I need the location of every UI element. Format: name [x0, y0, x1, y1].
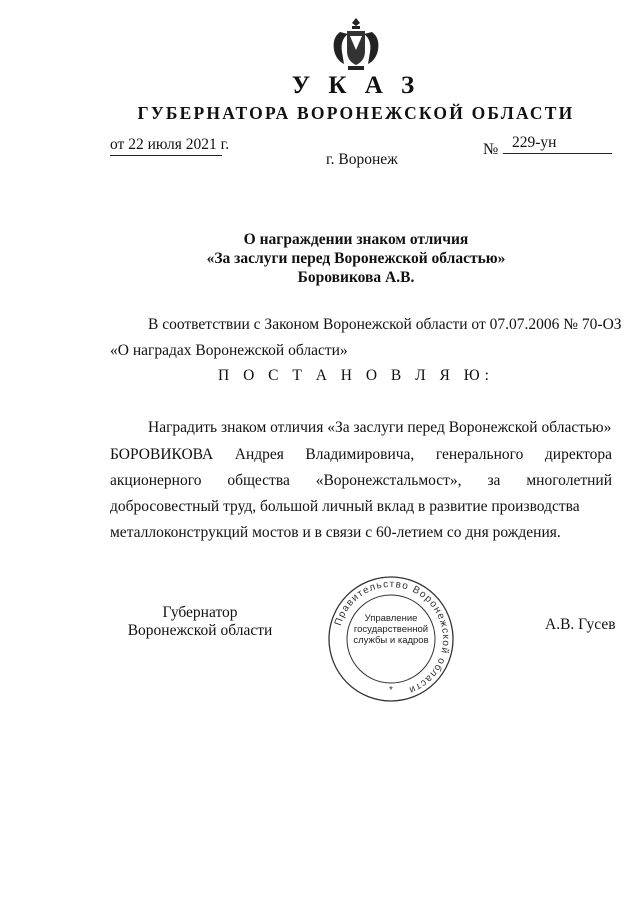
document-subject: [0, 230, 640, 287]
number-underline: [503, 153, 612, 154]
preamble-line: В соответствии с Законом Воронежской области от 07.07.2006 № 70-ОЗ: [148, 316, 622, 333]
signatory-name: А.В. Гусев: [545, 616, 616, 633]
body-word: за: [487, 472, 501, 489]
document-title: У К А З: [291, 72, 421, 99]
body-line: [110, 446, 612, 464]
body-word: акционерного: [110, 472, 202, 489]
subject-line: «За заслуги перед Воронежской областью»: [206, 250, 506, 267]
number-label: №: [483, 141, 499, 158]
body-line: добросовестный труд, большой личный вклад в развитие производства: [110, 498, 580, 515]
body-word: многолетний: [526, 472, 612, 489]
subject-line: О награждении знаком отличия: [243, 231, 469, 248]
stamp-inner-text: [337, 613, 445, 646]
date-underline: [110, 155, 222, 156]
body-line: металлоконструкций мостов и в связи с 60-летием со дня рождения.: [110, 524, 561, 541]
signatory-position: [110, 604, 290, 640]
position-line: Губернатор: [162, 604, 238, 621]
body-line: [110, 472, 612, 490]
body-word: директора: [544, 446, 612, 463]
body-word: «Воронежстальмост»,: [315, 472, 462, 489]
body-word: генерального: [435, 446, 524, 463]
svg-text:*: *: [389, 685, 393, 696]
stamp-line: Управление: [364, 613, 418, 624]
document-number: 229-ун: [512, 134, 557, 151]
preamble-line: «О наградах Воронежской области»: [110, 342, 348, 359]
stamp-line: государственной: [353, 624, 429, 635]
body-word: БОРОВИКОВА: [110, 446, 214, 463]
document-date: от 22 июля 2021 г.: [110, 136, 230, 153]
stamp-ring-text: Правительство Воронежской области: [332, 578, 452, 696]
body-line: Наградить знаком отличия «За заслуги перед Воронежской областью»: [148, 419, 612, 436]
stamp-line: службы и кадров: [353, 635, 429, 646]
coat-of-arms-icon: [326, 14, 386, 74]
position-line: Воронежской области: [127, 622, 273, 639]
body-word: общества: [227, 472, 290, 489]
subject-line: Боровикова А.В.: [297, 269, 415, 286]
decree-word: П О С Т А Н О В Л Я Ю:: [218, 367, 494, 384]
body-word: Андрея: [234, 446, 284, 463]
document-city: г. Воронеж: [326, 151, 398, 168]
body-word: Владимировича,: [305, 446, 415, 463]
document-subtitle: ГУБЕРНАТОРА ВОРОНЕЖСКОЙ ОБЛАСТИ: [137, 103, 575, 123]
